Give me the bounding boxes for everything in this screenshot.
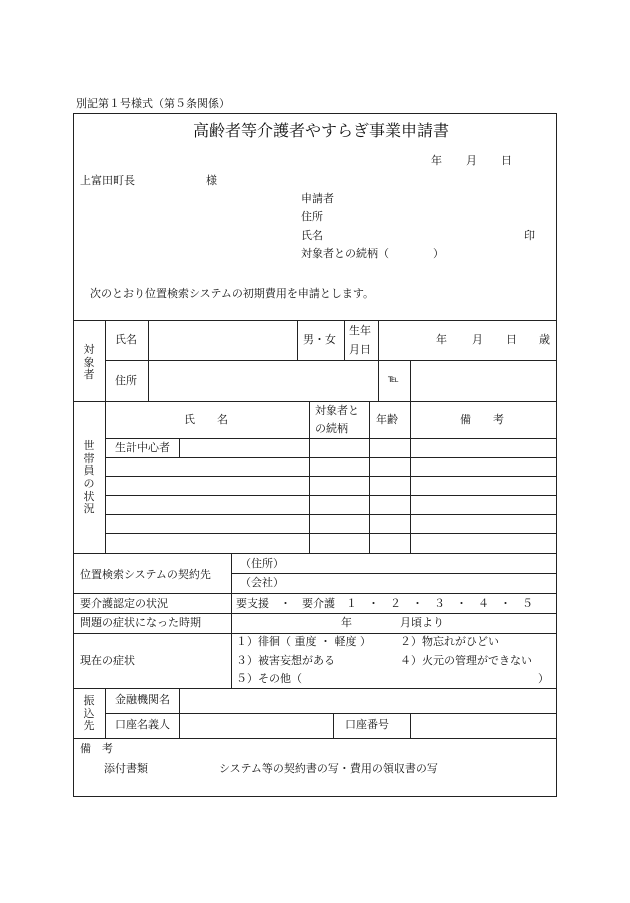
care-level-choice[interactable]: 要支援 ・ 要介護 １ ・ ２ ・ ３ ・ ４ ・ ５	[236, 597, 533, 610]
symptom-4[interactable]: ４）火元の管理ができない	[400, 654, 532, 667]
symptom-5-close: ）	[538, 672, 549, 685]
form-reference: 別記第１号様式（第５条関係）	[76, 97, 230, 110]
birth-day[interactable]: 日	[506, 333, 517, 346]
form-title: 高齢者等介護者やすらぎ事業申請書	[193, 121, 450, 140]
col-relation-2: の続柄	[315, 422, 348, 435]
birth-label-2: 月日	[349, 343, 371, 356]
transfer-section-label: 振込先	[83, 694, 95, 733]
onset-month[interactable]: 月頃より	[400, 616, 444, 629]
subject-address-label: 住所	[115, 374, 137, 387]
col-age: 年齢	[376, 413, 398, 426]
symptoms-label: 現在の症状	[80, 654, 135, 667]
first-row-label: 生計中心者	[115, 441, 170, 454]
symptom-1[interactable]: １）徘徊（ 重度 ・ 軽度 ）	[236, 635, 371, 648]
addressee-name: 上富田町長	[80, 174, 135, 187]
subject-name-label: 氏名	[115, 333, 137, 346]
col-name: 氏 名	[184, 413, 228, 426]
col-relation-1: 対象者と	[315, 404, 359, 417]
intro-text: 次のとおり位置検索システムの初期費用を申請とします。	[90, 287, 375, 300]
symptom-5[interactable]: ５）その他（	[236, 672, 302, 685]
household-section-label: 世帯員の状況	[83, 439, 95, 516]
contract-company-field[interactable]: （会社）	[240, 576, 284, 589]
date-year: 年	[431, 154, 442, 167]
bank-label: 金融機関名	[115, 693, 170, 706]
contract-label: 位置検索システムの契約先	[80, 568, 211, 581]
subject-section-label: 対象者	[83, 343, 95, 382]
addressee-honorific: 様	[206, 174, 217, 187]
onset-year[interactable]: 年	[341, 616, 352, 629]
care-label: 要介護認定の状況	[80, 597, 168, 610]
applicant-relation-field[interactable]: 対象者との続柄（ ）	[301, 247, 444, 260]
applicant-name-field[interactable]: 氏名	[301, 229, 323, 242]
applicant-address-field[interactable]: 住所	[301, 210, 323, 223]
seal-mark: 印	[524, 229, 535, 242]
date-month: 月	[466, 154, 477, 167]
attachment-label: 添付書類	[104, 762, 148, 775]
date-day: 日	[501, 154, 512, 167]
holder-label: 口座名義人	[115, 718, 170, 731]
col-note: 備 考	[460, 413, 504, 426]
remarks-label: 備 考	[80, 742, 113, 755]
attachment-value: システム等の契約書の写・費用の領収書の写	[219, 762, 438, 775]
birth-year[interactable]: 年	[436, 333, 447, 346]
birth-label-1: 生年	[349, 324, 371, 337]
age-field[interactable]: 歳	[539, 333, 550, 346]
tel-label: ℡	[388, 374, 399, 385]
account-number-label: 口座番号	[345, 718, 389, 731]
birth-month[interactable]: 月	[472, 333, 483, 346]
symptom-3[interactable]: ３）被害妄想がある	[236, 654, 335, 667]
applicant-label: 申請者	[301, 192, 334, 205]
contract-address-field[interactable]: （住所）	[240, 557, 284, 570]
onset-label: 問題の症状になった時期	[80, 616, 201, 629]
symptom-2[interactable]: ２）物忘れがひどい	[400, 635, 499, 648]
sex-choice[interactable]: 男・女	[303, 333, 336, 346]
